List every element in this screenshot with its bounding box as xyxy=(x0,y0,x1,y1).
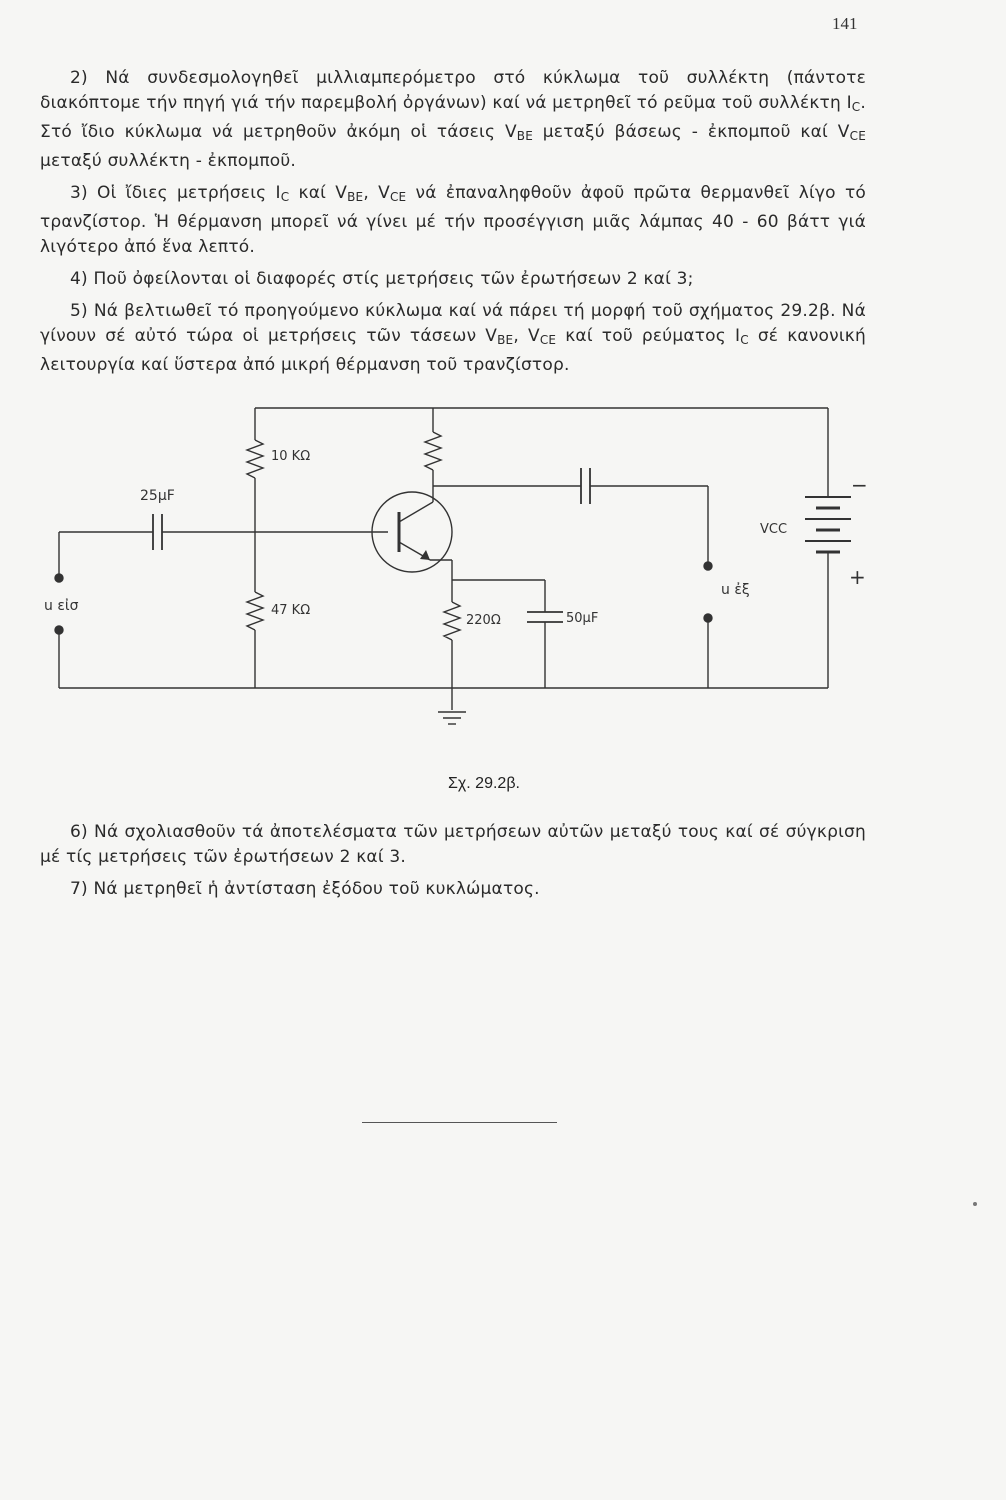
page-number: 141 xyxy=(832,14,858,33)
exercise-4: 4) Ποῦ ὀφείλονται οἱ διαφορές στίς μετρήσεις τῶν ἐρωτήσεων 2 καί 3; xyxy=(70,269,694,289)
label-c-emitter: 50μF xyxy=(566,611,599,626)
exercise-5: 5) Νά βελτιωθεῖ τό προηγούμενο κύκλωμα καί νά πάρει τή μορφή τοῦ σχήματος 29.2β. Νά γίνουν σέ αὐτό τώρα οἱ μετρήσεις τῶν τάσεων $V_{BE}$, $V_{CE}$ καί τοῦ ρεύματος $I_C$ σέ κανονική λειτουργία καί ὕστερα ἀπό μικρή θέρμανση τοῦ τρανζίστορ. xyxy=(40,301,866,375)
resistor-collector xyxy=(425,432,441,470)
label-plus: + xyxy=(849,565,866,589)
resistor-47k xyxy=(247,592,263,630)
label-vcc: VCC xyxy=(760,522,788,537)
figure-caption: Σχ. 29.2β. xyxy=(448,775,520,792)
exercise-7: 7) Νά μετρηθεῖ ἡ ἀντίσταση ἐξόδου τοῦ κυκλώματος. xyxy=(70,879,540,899)
output-terminal-top xyxy=(704,562,712,570)
exercise-text-bottom xyxy=(40,820,866,909)
label-c-input: 25μF xyxy=(140,488,175,504)
label-r-top-left: 10 KΩ xyxy=(271,449,311,464)
horizontal-rule xyxy=(362,1122,557,1123)
resistor-10k xyxy=(247,440,263,478)
exercise-2: 2) Νά συνδεσμολογηθεῖ μιλλιαμπερόμετρο στό κύκλωμα τοῦ συλλέκτη (πάντοτε διακόπτομε τήν πηγή γιά τήν παρεμβολή ὀργάνων) καί νά μετρηθεῖ τό ρεῦμα τοῦ συλλέκτη $I_C$. Στό ἴδιο κύκλωμα νά μετρηθοῦν ἀκόμη οἱ τάσεις $V_{BE}$ μεταξύ βάσεως - ἐκπομποῦ καί $V_{CE}$ μεταξύ συλλέκτη - ἐκπομποῦ. xyxy=(40,68,866,171)
label-r-bottom-left: 47 KΩ xyxy=(271,603,311,618)
label-input: u εἰσ xyxy=(44,598,79,614)
resistor-emitter xyxy=(444,602,460,640)
exercise-3: 3) Οἱ ἴδιες μετρήσεις $I_C$ καί $V_{BE}$, $V_{CE}$ νά ἐπαναληφθοῦν ἀφοῦ πρῶτα θερμανθεῖ λίγο τό τρανζίστορ. Ἡ θέρμανση μπορεῖ νά γίνει μέ τήν προσέγγιση μιᾶς λάμπας 40 - 60 βάττ γιά λιγότερο ἀπό ἕνα λεπτό. xyxy=(40,183,866,257)
exercise-6: 6) Νά σχολιασθοῦν τά ἀποτελέσματα τῶν μετρήσεων αὐτῶν μεταξύ τους καί σέ σύγκριση μέ τίς μετρήσεις τῶν ἐρωτήσεων 2 καί 3. xyxy=(40,822,866,867)
label-r-emitter: 220Ω xyxy=(466,613,501,628)
exercise-text-top xyxy=(40,66,866,385)
label-output: u ἐξ xyxy=(721,582,750,598)
scan-speck xyxy=(973,1202,977,1206)
label-minus: − xyxy=(851,473,868,497)
circuit-diagram xyxy=(0,395,1006,735)
